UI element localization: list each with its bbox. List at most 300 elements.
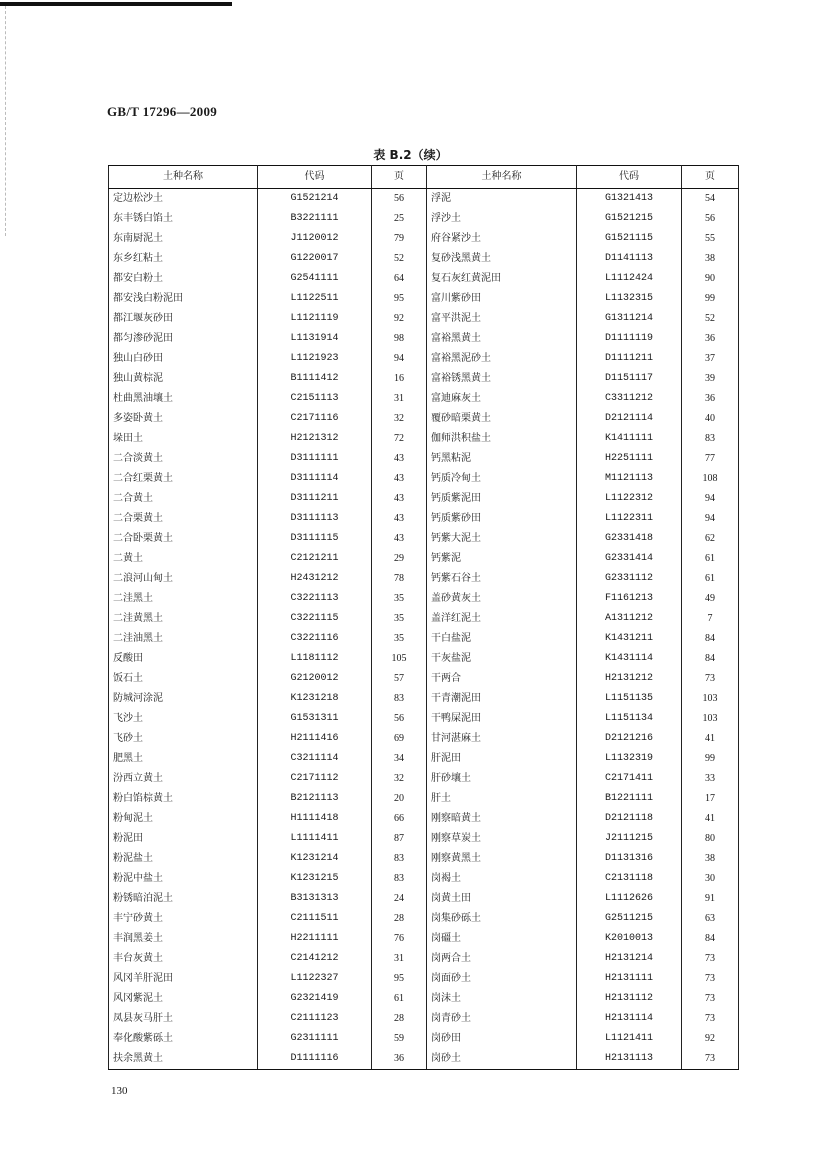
soil-code-right: F1161213	[577, 589, 682, 609]
table-row	[109, 469, 739, 489]
soil-page-right: 80	[682, 829, 739, 849]
soil-name-right: 岗沫土	[427, 989, 577, 1009]
soil-code-left: L1131914	[258, 329, 372, 349]
table-row	[109, 409, 739, 429]
soil-name-left: 飞沙土	[109, 709, 258, 729]
soil-code-left: D3111113	[258, 509, 372, 529]
soil-page-left: 57	[372, 669, 427, 689]
soil-code-right: C3311212	[577, 389, 682, 409]
soil-page-right: 77	[682, 449, 739, 469]
soil-name-left: 奉化酸紫砾土	[109, 1029, 258, 1049]
soil-page-right: 99	[682, 749, 739, 769]
soil-name-right: 钙质紫砂田	[427, 509, 577, 529]
table-row	[109, 449, 739, 469]
soil-name-left: 二浪河山甸土	[109, 569, 258, 589]
soil-page-right: 55	[682, 229, 739, 249]
soil-name-left: 丰宁砂黄土	[109, 909, 258, 929]
soil-name-right: 刚察暗黄土	[427, 809, 577, 829]
soil-code-right: M1121113	[577, 469, 682, 489]
soil-code-right: J2111215	[577, 829, 682, 849]
soil-page-right: 17	[682, 789, 739, 809]
soil-code-left: B3131313	[258, 889, 372, 909]
soil-page-left: 29	[372, 549, 427, 569]
table-row	[109, 689, 739, 709]
soil-code-left: K1231215	[258, 869, 372, 889]
soil-name-left: 垛田土	[109, 429, 258, 449]
soil-page-left: 52	[372, 249, 427, 269]
soil-code-left: C3221116	[258, 629, 372, 649]
soil-page-right: 56	[682, 209, 739, 229]
soil-code-right: H2131112	[577, 989, 682, 1009]
soil-code-left: B2121113	[258, 789, 372, 809]
soil-name-left: 多姿卧黄土	[109, 409, 258, 429]
soil-name-right: 覆砂暗栗黄土	[427, 409, 577, 429]
col-header-page-right: 页	[682, 166, 739, 189]
table-row	[109, 549, 739, 569]
table-row	[109, 389, 739, 409]
soil-code-right: G1521115	[577, 229, 682, 249]
table-row	[109, 709, 739, 729]
table-row	[109, 969, 739, 989]
soil-page-right: 37	[682, 349, 739, 369]
table-row	[109, 509, 739, 529]
soil-name-right: 富迪麻灰土	[427, 389, 577, 409]
soil-code-right: C2171411	[577, 769, 682, 789]
soil-page-left: 83	[372, 689, 427, 709]
soil-page-left: 95	[372, 289, 427, 309]
soil-page-left: 35	[372, 629, 427, 649]
table-row	[109, 269, 739, 289]
soil-code-right: K1431114	[577, 649, 682, 669]
soil-code-right: G2331112	[577, 569, 682, 589]
soil-page-right: 52	[682, 309, 739, 329]
soil-code-left: L1181112	[258, 649, 372, 669]
soil-code-right: G1321413	[577, 189, 682, 210]
soil-page-left: 28	[372, 909, 427, 929]
table-row	[109, 309, 739, 329]
table-title: 表 B.2（续）	[373, 148, 448, 162]
table-row	[109, 629, 739, 649]
soil-page-right: 92	[682, 1029, 739, 1049]
soil-code-left: C2111123	[258, 1009, 372, 1029]
soil-name-left: 反酸田	[109, 649, 258, 669]
col-header-page-left: 页	[372, 166, 427, 189]
soil-code-left: J1120012	[258, 229, 372, 249]
soil-page-left: 56	[372, 709, 427, 729]
soil-page-left: 28	[372, 1009, 427, 1029]
soil-code-right: G2331418	[577, 529, 682, 549]
soil-name-left: 都安白粉土	[109, 269, 258, 289]
soil-page-right: 84	[682, 649, 739, 669]
soil-name-right: 钙紫大泥土	[427, 529, 577, 549]
soil-name-left: 二洼黑土	[109, 589, 258, 609]
soil-code-right: D2121118	[577, 809, 682, 829]
soil-page-left: 69	[372, 729, 427, 749]
soil-name-right: 刚察黄黑土	[427, 849, 577, 869]
soil-name-right: 岗黄土田	[427, 889, 577, 909]
soil-page-right: 73	[682, 969, 739, 989]
soil-code-right: L1151134	[577, 709, 682, 729]
soil-name-left: 定边松沙土	[109, 189, 258, 210]
soil-code-right: L1112626	[577, 889, 682, 909]
soil-name-left: 扶余黑黄土	[109, 1049, 258, 1070]
soil-page-right: 39	[682, 369, 739, 389]
soil-code-right: G2511215	[577, 909, 682, 929]
soil-page-right: 41	[682, 729, 739, 749]
soil-page-right: 40	[682, 409, 739, 429]
soil-name-right: 肝砂壤土	[427, 769, 577, 789]
soil-code-right: H2131111	[577, 969, 682, 989]
table-row	[109, 229, 739, 249]
soil-name-right: 富裕黑黄土	[427, 329, 577, 349]
soil-page-left: 64	[372, 269, 427, 289]
soil-name-right: 钙质冷甸土	[427, 469, 577, 489]
table-row	[109, 349, 739, 369]
standard-code: GB/T 17296—2009	[107, 104, 218, 119]
soil-code-left: B3221111	[258, 209, 372, 229]
soil-name-right: 肝土	[427, 789, 577, 809]
soil-page-right: 84	[682, 629, 739, 649]
soil-name-left: 二合红栗黄土	[109, 469, 258, 489]
soil-page-left: 35	[372, 589, 427, 609]
soil-code-left: D3111211	[258, 489, 372, 509]
soil-page-right: 94	[682, 489, 739, 509]
soil-name-right: 岗青砂土	[427, 1009, 577, 1029]
soil-page-left: 43	[372, 469, 427, 489]
soil-code-left: H1111418	[258, 809, 372, 829]
soil-code-left: B1111412	[258, 369, 372, 389]
soil-name-right: 复砂浅黑黄土	[427, 249, 577, 269]
col-header-code-left: 代码	[258, 166, 372, 189]
soil-name-right: 富裕锈黑黄土	[427, 369, 577, 389]
soil-code-left: L1121923	[258, 349, 372, 369]
soil-code-left: D1111116	[258, 1049, 372, 1070]
soil-page-right: 99	[682, 289, 739, 309]
soil-page-left: 34	[372, 749, 427, 769]
soil-page-right: 73	[682, 669, 739, 689]
soil-name-left: 二合淡黄土	[109, 449, 258, 469]
soil-name-left: 独山黄棕泥	[109, 369, 258, 389]
soil-page-left: 35	[372, 609, 427, 629]
col-header-name-right: 土种名称	[427, 166, 577, 189]
table-row	[109, 789, 739, 809]
col-header-code-right: 代码	[577, 166, 682, 189]
soil-page-left: 36	[372, 1049, 427, 1070]
table-row	[109, 489, 739, 509]
soil-code-right: H2131212	[577, 669, 682, 689]
soil-code-left: G2541111	[258, 269, 372, 289]
soil-code-right: D2121114	[577, 409, 682, 429]
soil-name-left: 东南厨泥土	[109, 229, 258, 249]
soil-code-left: L1122511	[258, 289, 372, 309]
soil-code-right: H2131114	[577, 1009, 682, 1029]
soil-page-right: 91	[682, 889, 739, 909]
table-row	[109, 929, 739, 949]
soil-page-right: 7	[682, 609, 739, 629]
soil-name-left: 东乡红粘土	[109, 249, 258, 269]
soil-name-left: 粉白馅棕黄土	[109, 789, 258, 809]
soil-code-right: L1132315	[577, 289, 682, 309]
table-row	[109, 249, 739, 269]
soil-page-left: 98	[372, 329, 427, 349]
soil-code-right: D1111119	[577, 329, 682, 349]
soil-code-left: C2151113	[258, 389, 372, 409]
table-row	[109, 1049, 739, 1070]
soil-name-right: 钙黑粘泥	[427, 449, 577, 469]
soil-code-right: B1221111	[577, 789, 682, 809]
soil-name-right: 富裕黑泥砂土	[427, 349, 577, 369]
soil-page-left: 61	[372, 989, 427, 1009]
soil-code-right: A1311212	[577, 609, 682, 629]
soil-code-right: H2131113	[577, 1049, 682, 1070]
soil-page-right: 30	[682, 869, 739, 889]
soil-page-right: 83	[682, 429, 739, 449]
soil-code-left: C2121211	[258, 549, 372, 569]
soil-page-right: 41	[682, 809, 739, 829]
soil-page-left: 20	[372, 789, 427, 809]
soil-name-left: 粉锈暗泊泥土	[109, 889, 258, 909]
soil-page-right: 94	[682, 509, 739, 529]
soil-code-right: K1411111	[577, 429, 682, 449]
soil-name-left: 粉泥田	[109, 829, 258, 849]
soil-page-left: 92	[372, 309, 427, 329]
soil-code-left: K1231218	[258, 689, 372, 709]
table-row	[109, 589, 739, 609]
table-row	[109, 369, 739, 389]
soil-page-left: 16	[372, 369, 427, 389]
soil-page-right: 63	[682, 909, 739, 929]
soil-name-right: 甘河湛麻土	[427, 729, 577, 749]
soil-page-left: 43	[372, 509, 427, 529]
table-row	[109, 609, 739, 629]
soil-code-right: K1431211	[577, 629, 682, 649]
soil-name-right: 浮泥	[427, 189, 577, 210]
soil-name-right: 富平洪泥土	[427, 309, 577, 329]
soil-name-right: 伽师洪积盐土	[427, 429, 577, 449]
soil-page-left: 24	[372, 889, 427, 909]
table-row	[109, 809, 739, 829]
soil-name-right: 盖砂黄灰土	[427, 589, 577, 609]
soil-name-left: 汾西立黄土	[109, 769, 258, 789]
soil-name-right: 刚察草炭土	[427, 829, 577, 849]
soil-name-right: 干青潮泥田	[427, 689, 577, 709]
soil-code-right: L1122311	[577, 509, 682, 529]
table-row	[109, 889, 739, 909]
soil-name-right: 府谷紧沙土	[427, 229, 577, 249]
soil-code-left: D3111115	[258, 529, 372, 549]
soil-code-left: G2120012	[258, 669, 372, 689]
soil-page-left: 43	[372, 529, 427, 549]
soil-name-left: 丰润黑姜土	[109, 929, 258, 949]
soil-code-left: G2321419	[258, 989, 372, 1009]
soil-page-right: 61	[682, 569, 739, 589]
soil-code-left: C3221115	[258, 609, 372, 629]
soil-page-left: 56	[372, 189, 427, 210]
soil-code-right: G1311214	[577, 309, 682, 329]
soil-name-left: 都江堰灰砂田	[109, 309, 258, 329]
soil-code-left: H2121312	[258, 429, 372, 449]
soil-name-right: 干两合	[427, 669, 577, 689]
table-row	[109, 1009, 739, 1029]
soil-name-right: 干灰盐泥	[427, 649, 577, 669]
soil-page-right: 73	[682, 949, 739, 969]
soil-code-right: L1121411	[577, 1029, 682, 1049]
soil-code-left: H2211111	[258, 929, 372, 949]
table-row	[109, 669, 739, 689]
soil-page-right: 36	[682, 389, 739, 409]
soil-name-right: 盖洋红泥土	[427, 609, 577, 629]
soil-name-right: 钙质紫泥田	[427, 489, 577, 509]
soil-page-left: 32	[372, 409, 427, 429]
soil-page-left: 43	[372, 449, 427, 469]
soil-code-left: C2171116	[258, 409, 372, 429]
soil-page-left: 76	[372, 929, 427, 949]
table-row	[109, 329, 739, 349]
soil-page-right: 49	[682, 589, 739, 609]
soil-code-left: L1121119	[258, 309, 372, 329]
soil-code-left: L1122327	[258, 969, 372, 989]
table-row	[109, 749, 739, 769]
soil-name-left: 肥黑土	[109, 749, 258, 769]
soil-name-right: 岗礓土	[427, 929, 577, 949]
table-body	[109, 189, 739, 1070]
soil-page-right: 90	[682, 269, 739, 289]
soil-page-right: 61	[682, 549, 739, 569]
soil-name-right: 岗面砂土	[427, 969, 577, 989]
soil-name-left: 都匀渗砂泥田	[109, 329, 258, 349]
soil-name-right: 钙紫石谷土	[427, 569, 577, 589]
soil-page-right: 73	[682, 1049, 739, 1070]
soil-name-left: 东丰锈白馅土	[109, 209, 258, 229]
soil-code-right: D1141113	[577, 249, 682, 269]
soil-code-left: H2431212	[258, 569, 372, 589]
soil-page-right: 33	[682, 769, 739, 789]
soil-name-left: 二合卧栗黄土	[109, 529, 258, 549]
soil-page-right: 38	[682, 849, 739, 869]
soil-code-right: H2131214	[577, 949, 682, 969]
soil-page-right: 38	[682, 249, 739, 269]
table-row	[109, 1029, 739, 1049]
soil-code-right: L1122312	[577, 489, 682, 509]
table-row	[109, 569, 739, 589]
soil-page-left: 94	[372, 349, 427, 369]
soil-page-right: 108	[682, 469, 739, 489]
soil-name-left: 二黄土	[109, 549, 258, 569]
soil-page-right: 84	[682, 929, 739, 949]
soil-page-right: 62	[682, 529, 739, 549]
table-row	[109, 289, 739, 309]
soil-species-table	[108, 165, 739, 1070]
soil-code-right: D2121216	[577, 729, 682, 749]
soil-name-right: 钙紫泥	[427, 549, 577, 569]
soil-page-left: 105	[372, 649, 427, 669]
soil-code-right: D1111211	[577, 349, 682, 369]
soil-name-left: 风冈羊肝泥田	[109, 969, 258, 989]
soil-name-right: 岗集砂砾土	[427, 909, 577, 929]
soil-name-left: 二洼油黑土	[109, 629, 258, 649]
page-number: 130	[111, 1085, 128, 1097]
soil-code-left: C2111511	[258, 909, 372, 929]
soil-page-left: 25	[372, 209, 427, 229]
soil-page-left: 72	[372, 429, 427, 449]
soil-name-left: 凤县灰马肝土	[109, 1009, 258, 1029]
soil-code-right: G2331414	[577, 549, 682, 569]
soil-code-left: C3221113	[258, 589, 372, 609]
table-row	[109, 989, 739, 1009]
soil-name-right: 肝泥田	[427, 749, 577, 769]
soil-page-left: 32	[372, 769, 427, 789]
soil-name-left: 二洼黄黑土	[109, 609, 258, 629]
soil-name-left: 飞砂土	[109, 729, 258, 749]
soil-name-right: 岗褐土	[427, 869, 577, 889]
soil-page-right: 73	[682, 989, 739, 1009]
soil-page-left: 95	[372, 969, 427, 989]
soil-name-left: 粉泥中盐土	[109, 869, 258, 889]
soil-code-left: L1111411	[258, 829, 372, 849]
soil-name-right: 干鸭屎泥田	[427, 709, 577, 729]
soil-page-right: 36	[682, 329, 739, 349]
soil-name-left: 粉甸泥土	[109, 809, 258, 829]
table-header-row	[109, 166, 739, 189]
soil-name-left: 独山白砂田	[109, 349, 258, 369]
table-row	[109, 189, 739, 210]
soil-page-right: 103	[682, 709, 739, 729]
soil-name-right: 干白盐泥	[427, 629, 577, 649]
soil-page-left: 43	[372, 489, 427, 509]
soil-page-left: 87	[372, 829, 427, 849]
soil-name-left: 防城河涂泥	[109, 689, 258, 709]
col-header-name-left: 土种名称	[109, 166, 258, 189]
soil-name-right: 浮沙土	[427, 209, 577, 229]
soil-name-left: 饭石土	[109, 669, 258, 689]
table-row	[109, 529, 739, 549]
soil-page-left: 31	[372, 949, 427, 969]
soil-code-right: D1151117	[577, 369, 682, 389]
soil-code-left: K1231214	[258, 849, 372, 869]
soil-name-right: 富川紫砂田	[427, 289, 577, 309]
soil-code-right: H2251111	[577, 449, 682, 469]
soil-code-left: C3211114	[258, 749, 372, 769]
table-row	[109, 649, 739, 669]
table-row	[109, 869, 739, 889]
soil-name-right: 岗两合土	[427, 949, 577, 969]
soil-name-left: 风冈紫泥土	[109, 989, 258, 1009]
soil-code-right: K2010013	[577, 929, 682, 949]
soil-page-left: 59	[372, 1029, 427, 1049]
soil-name-right: 岗砂土	[427, 1049, 577, 1070]
soil-name-left: 都安浅白粉泥田	[109, 289, 258, 309]
binding-margin-rule	[5, 6, 6, 236]
soil-page-left: 83	[372, 849, 427, 869]
soil-page-left: 31	[372, 389, 427, 409]
header-rule	[0, 2, 232, 6]
soil-page-left: 79	[372, 229, 427, 249]
soil-name-left: 粉泥盐土	[109, 849, 258, 869]
soil-name-left: 二合栗黄土	[109, 509, 258, 529]
soil-page-right: 73	[682, 1009, 739, 1029]
table-row	[109, 849, 739, 869]
table-row	[109, 729, 739, 749]
soil-code-right: G1521215	[577, 209, 682, 229]
soil-page-right: 103	[682, 689, 739, 709]
soil-page-right: 54	[682, 189, 739, 210]
table-row	[109, 829, 739, 849]
soil-code-left: C2141212	[258, 949, 372, 969]
soil-name-left: 杜曲黑油壤土	[109, 389, 258, 409]
soil-name-right: 复石灰红黄泥田	[427, 269, 577, 289]
table-row	[109, 909, 739, 929]
table-row	[109, 949, 739, 969]
